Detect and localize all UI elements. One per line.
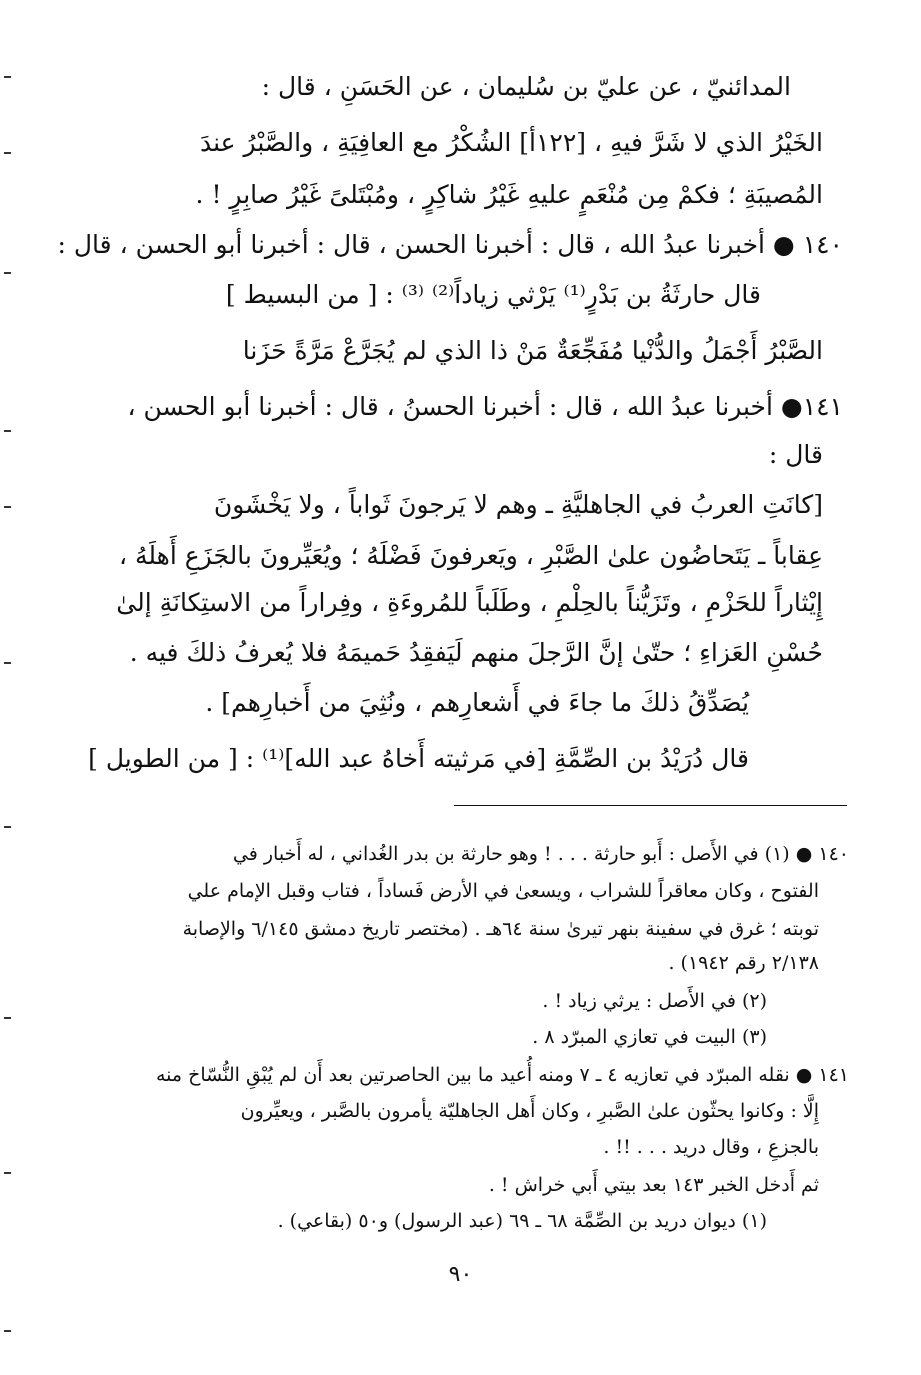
- footnote-line-4: ٢/١٣٨ رقم ١٩٤٢) .: [668, 952, 819, 974]
- footnote-line-10: ثم أَدخل الخبر ١٤٣ بعد بيتي أَبي خراش ! .: [488, 1174, 819, 1196]
- margin-tick: [4, 1017, 11, 1019]
- margin-tick: [4, 76, 11, 78]
- main-line-10: عِقاباً ـ يَتَحاضُون علىٰ الصَّبْرِ ، ويَعرفونَ فَضْلَهُ ؛ ويُعَيِّرونَ بالجَزَعِ أَهلَهُ ،: [118, 541, 823, 570]
- main-line-6: الصَّبْرُ أَجْمَلُ والدُّنْيا مُفَجِّعَةٌ مَنْ ذا الذي لم يُجَرَّعْ مَرَّةً حَزَنا: [242, 336, 823, 365]
- margin-tick: [4, 506, 11, 508]
- footnote-line-7: ١٤١ ● نقله المبرّد في تعازيه ٤ ـ ٧ ومنه أُعيد ما بين الحاصرتين بعد أَن لم يُبْقِ النُّسّاخ منه: [155, 1064, 849, 1086]
- footnote-line-8: إِلَّا : وكانوا يحثّون علىٰ الصَّبرِ ، وكان أَهل الجاهليّة يأمرون بالصَّبر ، ويعيِّرون: [240, 1100, 819, 1122]
- main-line-8: قال :: [768, 440, 823, 469]
- main-line-14: قال دُرَيْدُ بن الصِّمَّةِ [في مَرثيته أَخاهُ عبد الله]⁽¹⁾ : [ من الطويل ]: [88, 744, 749, 773]
- main-line-13: يُصَدِّقُ ذلكَ ما جاءَ في أَشعارِهم ، ونُثِيَ من أَخبارِهم] .: [205, 688, 749, 717]
- footnote-line-1: ١٤٠ ● (١) في الأَصل : أَبو حارثة . . . ! وهو حارثة بن بدر الغُداني ، له أَخبار في: [232, 843, 849, 865]
- margin-tick: [4, 826, 11, 828]
- footnote-line-3: توبته ؛ غرق في سفينة بنهر تيرىٰ سنة ٦٤هـ . (مختصر تاريخ دمشق ٦/١٤٥ والإصابة: [182, 918, 819, 940]
- main-line-4: ١٤٠ ● أخبرنا عبدُ الله ، قال : أخبرنا الحسن ، قال : أخبرنا أبو الحسن ، قال :: [57, 230, 843, 259]
- footnote-line-11: (١) ديوان دريد بن الصِّمَّة ٦٨ ـ ٦٩ (عبد الرسول) و٥٠ (بقاعي) .: [277, 1210, 767, 1232]
- main-line-1: المدائنيّ ، عن عليّ بن سُليمان ، عن الحَسَنِ ، قال :: [261, 72, 791, 101]
- margin-tick: [4, 430, 11, 432]
- margin-tick: [4, 272, 11, 274]
- footnote-line-5: (٢) في الأَصل : يرثي زياد ! .: [542, 990, 767, 1012]
- margin-tick: [4, 1172, 11, 1174]
- footnote-line-2: الفتوح ، وكان معاقراً للشراب ، ويسعىٰ في الأرض فَساداً ، فتاب وقبل الإمام علي: [187, 880, 819, 902]
- main-line-5: قال حارثَةُ بن بَدْرٍ⁽¹⁾ يَرْثي زياداً⁽²⁾ ⁽³⁾ : [ من البسيط ]: [225, 280, 761, 309]
- margin-tick: [4, 152, 11, 154]
- footnote-divider: [454, 805, 847, 806]
- main-line-3: المُصيبَةِ ؛ فكمْ مِن مُنْعَمٍ عليهِ غَيْرُ شاكِرٍ ، ومُبْتَلىً غَيْرُ صابِرٍ ! .: [195, 180, 823, 209]
- margin-tick: [4, 1330, 11, 1332]
- main-line-9: [كانَتِ العربُ في الجاهليَّةِ ـ وهم لا يَرجونَ ثَواباً ، ولا يَخْشَونَ: [213, 490, 823, 519]
- footnote-line-9: بالجزعِ ، وقال دريد . . . !! .: [603, 1136, 819, 1158]
- main-line-11: إِيْثاراً للحَزْمِ ، وتَزَيُّناً بالحِلْمِ ، وطَلَباً للمُروءَةِ ، وفِراراً من الاستِكانَةِ إلىٰ: [116, 588, 823, 617]
- main-line-2: الخَيْرُ الذي لا شَرَّ فيهِ ، [١٢٢أ] الشُكْرُ مع العافِيَةِ ، والصَّبْرُ عندَ: [200, 128, 823, 157]
- footnote-line-6: (٣) البيت في تعازي المبرّد ٨ .: [532, 1026, 767, 1048]
- page-number: ٩٠: [448, 1262, 473, 1287]
- margin-tick: [4, 662, 11, 664]
- main-line-12: حُسْنِ العَزاءِ ؛ حتّىٰ إنَّ الرَّجلَ منهم لَيَفقِدُ حَميمَهُ فلا يُعرفُ ذلكَ فيه .: [129, 638, 823, 667]
- main-line-7: ١٤١● أخبرنا عبدُ الله ، قال : أخبرنا الحسنُ ، قال : أخبرنا أبو الحسن ،: [127, 392, 843, 421]
